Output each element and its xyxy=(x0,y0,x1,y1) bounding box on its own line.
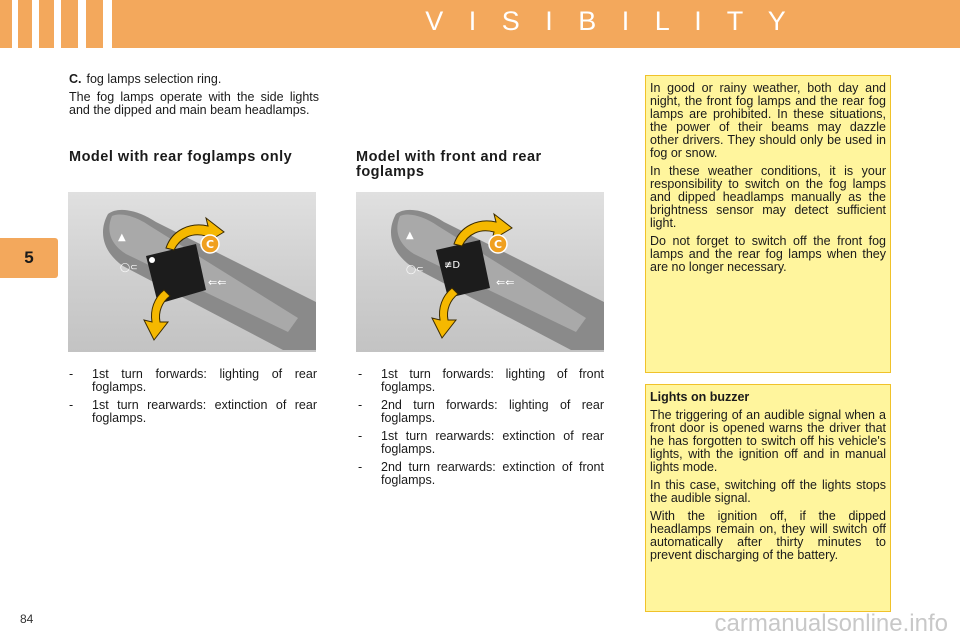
list-dash: - xyxy=(358,367,363,381)
svg-text:◯⊂: ◯⊂ xyxy=(406,265,424,275)
step-text: 1st turn rearwards: extinction of rear foglamps. xyxy=(381,429,604,456)
rear-model-steps xyxy=(69,368,317,430)
svg-text:⇐⇐: ⇐⇐ xyxy=(208,276,227,289)
front-rear-model-heading: Model with front and rear foglamps xyxy=(356,149,542,180)
chapter-tab[interactable]: 5 xyxy=(0,238,58,278)
warning-paragraph: In good or rainy weather, both day and night, the front fog lamps and the rear fog lamps are prohibited. In these situations, the power of their beams may dazzle other drivers. They should only be used in fog or snow. xyxy=(650,81,886,160)
step-text: 2nd turn forwards: lighting of rear foglamps. xyxy=(381,398,604,425)
header-stripe xyxy=(32,0,39,48)
step-text: 1st turn forwards: lighting of front foglamps. xyxy=(381,367,604,394)
list-item xyxy=(69,399,317,425)
list-dash: - xyxy=(69,367,74,381)
buzzer-paragraph: With the ignition off, if the dipped headlamps remain on, they will switch off automatically after thirty minutes to prevent discharging of the battery. xyxy=(650,509,886,562)
fog-lamp-warning-box xyxy=(645,75,891,373)
callout-description: fog lamps selection ring. xyxy=(86,72,222,86)
intro-section xyxy=(69,73,319,122)
step-text: 1st turn rearwards: extinction of rear foglamps. xyxy=(92,398,317,425)
front-rear-foglamp-stalk-photo xyxy=(356,192,604,352)
list-dash: - xyxy=(69,398,74,412)
svg-text:◯⊂: ◯⊂ xyxy=(120,263,138,273)
rear-foglamp-stalk-photo xyxy=(68,192,316,352)
buzzer-title: Lights on buzzer xyxy=(650,390,750,404)
header-stripe xyxy=(12,0,18,48)
svg-text:▲: ▲ xyxy=(118,232,126,243)
page-number: 84 xyxy=(20,612,34,626)
buzzer-paragraph: The triggering of an audible signal when a front door is opened warns the driver that he has forgotten to switch off his vehicle's lights, with the ignition off and in manual lights mode. xyxy=(650,408,886,474)
callout-c-badge: C xyxy=(493,238,503,251)
buzzer-paragraph: In this case, switching off the lights stops the audible signal. xyxy=(650,478,886,505)
svg-text:⇐⇐: ⇐⇐ xyxy=(496,276,515,289)
page-title: V I S I B I L I T Y xyxy=(425,6,795,36)
step-text: 1st turn forwards: lighting of rear foglamps. xyxy=(92,367,317,394)
list-item xyxy=(358,461,604,487)
intro-paragraph: The fog lamps operate with the side lights and the dipped and main beam headlamps. xyxy=(69,90,319,117)
svg-text:▲: ▲ xyxy=(406,230,414,241)
list-item xyxy=(358,368,604,394)
svg-text:≢D: ≢D xyxy=(444,260,461,271)
list-item xyxy=(358,430,604,456)
lights-buzzer-box xyxy=(645,384,891,612)
callout-c-badge: C xyxy=(205,238,215,251)
header-stripe xyxy=(54,0,61,48)
list-item xyxy=(69,368,317,394)
list-item xyxy=(358,399,604,425)
header-stripe xyxy=(103,0,112,48)
page-header xyxy=(0,0,960,48)
step-text: 2nd turn rearwards: extinction of front foglamps. xyxy=(381,460,604,487)
list-dash: - xyxy=(358,460,363,474)
callout-label: C. xyxy=(69,72,82,86)
warning-paragraph: Do not forget to switch off the front fog lamps and the rear fog lamps when they are no longer necessary. xyxy=(650,234,886,274)
list-dash: - xyxy=(358,429,363,443)
list-dash: - xyxy=(358,398,363,412)
rear-model-heading: Model with rear foglamps only xyxy=(69,149,293,165)
watermark: carmanualsonline.info xyxy=(714,610,948,637)
front-rear-model-steps xyxy=(358,368,604,492)
header-stripe xyxy=(78,0,86,48)
warning-paragraph: In these weather conditions, it is your responsibility to switch on the fog lamps and dipped headlamps manually as the brightness sensor may detect sufficient light. xyxy=(650,164,886,230)
